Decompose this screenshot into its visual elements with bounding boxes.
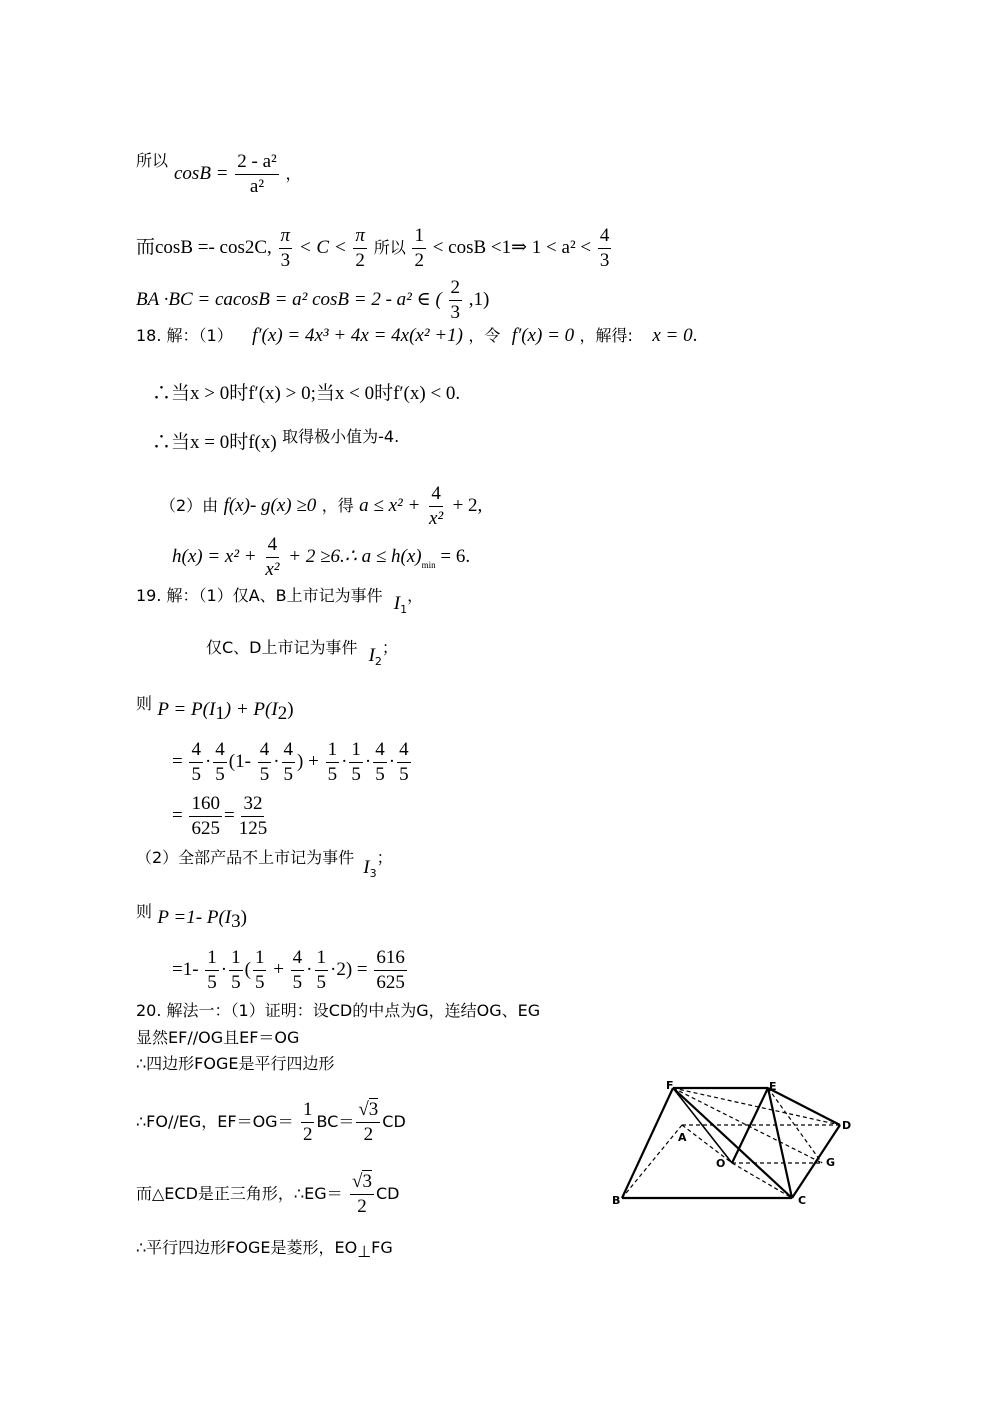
line-q20 bbox=[136, 1003, 540, 1019]
frac-num: 4 bbox=[266, 535, 280, 558]
eq-part: P =1- P(I bbox=[157, 907, 232, 928]
frac-den: 5 bbox=[231, 971, 241, 993]
label-D: D bbox=[842, 1119, 852, 1132]
line-part2 bbox=[160, 484, 482, 529]
line-q19 bbox=[136, 586, 424, 616]
q19-label: 19. 解：（1）仅A、B上市记为事件 bbox=[136, 586, 383, 605]
line-fo-eg: ∴FO//EG，EF＝OG＝ $\frac{1}{2}$ BC＝ $\frac{√3}{2}$ CD bbox=[136, 1099, 406, 1145]
subscript: 3 bbox=[231, 911, 241, 932]
subscript: min bbox=[421, 559, 436, 570]
line-ef-og bbox=[136, 1030, 299, 1046]
text-part: 显然EF//OG且EF＝OG bbox=[136, 1028, 300, 1047]
label-F: F bbox=[666, 1079, 674, 1092]
text-ze: 则 bbox=[136, 902, 153, 921]
text-part: ∴四边形FOGE是平行四边形 bbox=[136, 1054, 335, 1073]
frac-den: x² bbox=[265, 558, 280, 580]
label-A: A bbox=[678, 1131, 687, 1144]
frac-den: 5 bbox=[327, 763, 338, 785]
line-event2 bbox=[206, 638, 398, 668]
subscript: 2 bbox=[374, 655, 382, 668]
sqrt-radicand: 3 bbox=[362, 1171, 372, 1192]
text-suoyi: 所以 bbox=[136, 151, 169, 170]
frac-den: 5 bbox=[283, 763, 294, 785]
dashed-AB bbox=[622, 1125, 682, 1198]
subscript: 3 bbox=[369, 867, 377, 880]
frac-den: 2 bbox=[363, 1123, 374, 1145]
frac-num: 1 bbox=[315, 948, 329, 971]
label-O: O bbox=[716, 1157, 726, 1170]
eq-part: 而cosB =- cos2C, bbox=[136, 236, 272, 258]
eq-derivative: f′(x) = 4x³ + 4x = 4x(x² +1) bbox=[252, 325, 463, 346]
frac-den: 5 bbox=[254, 971, 265, 993]
frac-num: 4 bbox=[258, 740, 272, 763]
frac-den: 3 bbox=[280, 249, 291, 271]
eq-part: = bbox=[172, 750, 183, 772]
frac-num: 4 bbox=[213, 740, 227, 763]
event-text: （2）全部产品不上市记为事件 bbox=[136, 848, 355, 867]
dot: · bbox=[341, 750, 348, 772]
line-event3 bbox=[136, 848, 393, 880]
frac-num: 4 bbox=[189, 740, 203, 763]
period: . bbox=[692, 325, 698, 346]
text-ze: 则 bbox=[136, 694, 153, 713]
text-jiede: ，解得: bbox=[579, 326, 633, 345]
line-cosb-def bbox=[136, 153, 168, 169]
event-symbol: I bbox=[368, 645, 375, 666]
text-part: BC＝ bbox=[316, 1111, 355, 1131]
frac-den: 625 bbox=[376, 971, 405, 993]
frac-num: 4 bbox=[373, 740, 387, 763]
text-part: CD bbox=[382, 1111, 406, 1131]
frac-num: 1 bbox=[326, 740, 340, 763]
eq-part: ) + bbox=[297, 750, 324, 772]
frac-den: 2 bbox=[355, 249, 365, 271]
subscript: 1 bbox=[215, 703, 225, 724]
text-min: 取得极小值为-4. bbox=[282, 427, 400, 446]
line-monotonic bbox=[152, 384, 460, 403]
frac-den: 5 bbox=[292, 971, 303, 993]
line-rhombus bbox=[136, 1238, 393, 1261]
line-p-complement bbox=[136, 902, 247, 932]
line-cosb-range bbox=[136, 226, 613, 271]
dot: · bbox=[204, 750, 212, 772]
frac-num: 1 bbox=[229, 948, 243, 971]
subscript: 2 bbox=[277, 703, 288, 724]
frac-den: 5 bbox=[215, 763, 225, 785]
frac-num: 1 bbox=[412, 226, 426, 249]
text-part: 而△ECD是正三角形，∴EG＝ bbox=[136, 1183, 343, 1203]
q18-label: 18. 解：（1） bbox=[136, 326, 233, 345]
eq-part: + 2 ≥6.∴ a ≤ h(x) bbox=[288, 545, 422, 567]
text-part: ∴FO//EG，EF＝OG＝ bbox=[136, 1111, 294, 1131]
eq-part: (1- bbox=[228, 750, 256, 772]
comma: ， bbox=[407, 586, 424, 605]
frac-den: 2 bbox=[357, 1195, 367, 1217]
frac-num: 1 bbox=[205, 948, 219, 971]
frac-den: 5 bbox=[399, 763, 409, 785]
eq-part: < cosB <1⇒ 1 < a² < bbox=[432, 236, 596, 258]
frac-den: 2 bbox=[414, 249, 424, 271]
line-ecd: 而△ECD是正三角形，∴EG＝ $\frac{√3}{2}$ CD bbox=[136, 1171, 400, 1217]
frac-den: 3 bbox=[450, 301, 461, 323]
semicolon: ； bbox=[376, 848, 393, 867]
line-p-complement-result bbox=[172, 948, 409, 993]
frac-num: 2 - a² bbox=[235, 152, 278, 175]
line-h-min bbox=[172, 535, 470, 580]
frac-den: 5 bbox=[207, 971, 217, 993]
eq-part: + 2, bbox=[452, 494, 483, 516]
eq-cosb bbox=[174, 152, 302, 197]
dashed-OC bbox=[732, 1163, 792, 1198]
frac-num: π bbox=[279, 226, 293, 249]
eq-part: P = P(I bbox=[157, 699, 216, 720]
frac-den: a² bbox=[249, 175, 265, 197]
eq-part: + bbox=[268, 958, 289, 980]
line-q18-derivative bbox=[136, 326, 697, 345]
sqrt-radicand: 3 bbox=[368, 1099, 379, 1120]
label-C: C bbox=[798, 1194, 807, 1207]
text-suoyi: 所以 bbox=[373, 237, 406, 257]
eq-part: a ≤ x² + bbox=[359, 494, 426, 516]
frac-num: 616 bbox=[374, 948, 407, 971]
eq-part: ) bbox=[240, 907, 247, 928]
event-text: 仅C、D上市记为事件 bbox=[206, 638, 358, 657]
dot: · bbox=[388, 750, 396, 772]
dot: · bbox=[273, 750, 280, 772]
eq-part: = 6. bbox=[440, 545, 471, 567]
perp-symbol: ⊥ bbox=[357, 1242, 372, 1261]
label-B: B bbox=[612, 1194, 621, 1207]
eq-solution: x = 0 bbox=[652, 325, 693, 346]
edge-EC bbox=[768, 1088, 792, 1198]
eq-part: f(x)- g(x) ≥0 bbox=[223, 494, 317, 516]
frac-num: 4 bbox=[397, 740, 411, 763]
frac-num: 4 bbox=[291, 948, 305, 971]
frac-den: 625 bbox=[191, 817, 220, 839]
label-G: G bbox=[826, 1156, 836, 1169]
q20-label: 20. 解法一：（1）证明：设CD的中点为G，连结OG、EG bbox=[136, 1001, 541, 1020]
line-p-expand bbox=[172, 740, 413, 785]
eq-part: = bbox=[172, 804, 183, 826]
text-part: FG bbox=[371, 1238, 393, 1257]
eq-lhs: cosB = bbox=[174, 162, 229, 184]
text-you: （2）由 bbox=[160, 495, 219, 515]
event-symbol: I bbox=[393, 593, 401, 614]
eq-part: < C < bbox=[298, 236, 352, 258]
line-p-result bbox=[172, 794, 271, 839]
eq-part: = bbox=[223, 804, 235, 826]
eq-part: ( bbox=[244, 958, 251, 980]
frac-num: 1 bbox=[253, 948, 267, 971]
geometry-figure bbox=[610, 1075, 860, 1210]
text-de: ，得 bbox=[321, 495, 354, 515]
frac-num: 4 bbox=[598, 226, 612, 249]
eq-part: h(x) = x² + bbox=[172, 545, 262, 567]
frac-den: 3 bbox=[599, 249, 610, 271]
frac-den: 125 bbox=[238, 817, 268, 839]
eq-part: ,1) bbox=[468, 288, 490, 310]
frac-num: π bbox=[353, 226, 367, 249]
edge-ED bbox=[768, 1088, 840, 1125]
line-dot-product bbox=[136, 278, 489, 323]
frac-num: 4 bbox=[429, 484, 443, 507]
eq-part: ) + P(I bbox=[224, 699, 278, 720]
dot: · bbox=[306, 958, 313, 980]
comma: ， bbox=[285, 163, 302, 183]
frac-den: 5 bbox=[191, 763, 201, 785]
line-p-sum bbox=[136, 694, 294, 724]
text-part: CD bbox=[375, 1183, 400, 1203]
frac-den: 5 bbox=[259, 763, 270, 785]
frac-num: 2 bbox=[449, 278, 463, 301]
line-parallelogram bbox=[136, 1056, 335, 1072]
semicolon: ； bbox=[381, 638, 398, 657]
frac-den: 5 bbox=[316, 971, 326, 993]
subscript: 1 bbox=[400, 603, 408, 616]
label-E: E bbox=[769, 1080, 777, 1093]
eq-part: =1- bbox=[172, 958, 204, 980]
eq-part: ·2) = bbox=[330, 958, 373, 980]
edge-FC bbox=[673, 1088, 792, 1198]
dot: · bbox=[220, 958, 228, 980]
text-part: ∴平行四边形FOGE是菱形，EO bbox=[136, 1238, 358, 1257]
frac-num: 1 bbox=[349, 740, 363, 763]
frac-den: 2 bbox=[302, 1123, 313, 1145]
edge-FB bbox=[622, 1088, 673, 1198]
frac-num: 4 bbox=[282, 740, 296, 763]
frac-num: 32 bbox=[241, 794, 264, 817]
frac-den: 5 bbox=[375, 763, 385, 785]
eq-part: ∴当x > 0时f′(x) > 0;当x < 0时f′(x) < 0. bbox=[152, 383, 461, 404]
eq-part: ) bbox=[287, 699, 294, 720]
frac-den: 5 bbox=[351, 763, 361, 785]
frac-num: 160 bbox=[189, 794, 222, 817]
event-symbol: I bbox=[363, 857, 370, 878]
line-min-value bbox=[152, 427, 400, 453]
text-ling: ，令 bbox=[468, 326, 501, 345]
eq-part: ∴当x = 0时f(x) bbox=[152, 432, 277, 453]
eq-part: BA ·BC = cacosB = a² cosB = 2 - a² ∈ ( bbox=[136, 288, 442, 310]
frac-num: 1 bbox=[301, 1100, 315, 1123]
dot: · bbox=[364, 750, 372, 772]
frac-den: x² bbox=[429, 507, 444, 529]
eq-zero: f′(x) = 0 bbox=[511, 325, 575, 346]
